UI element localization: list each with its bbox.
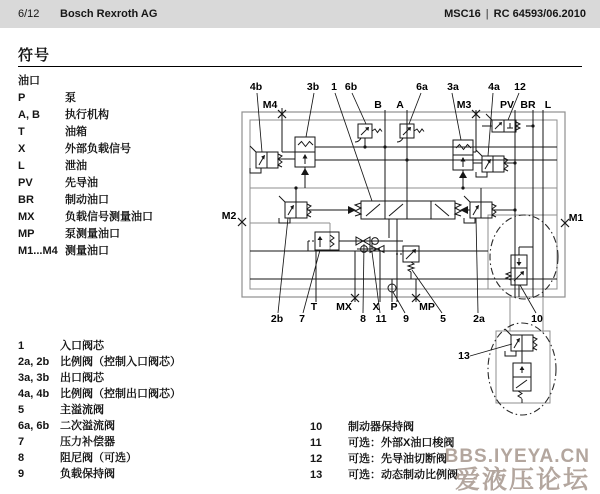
watermark-line2: 爱液压论坛 bbox=[454, 465, 590, 494]
port-row bbox=[18, 192, 153, 209]
diagram-label-4b: 4b bbox=[249, 81, 263, 93]
legend-item-code: 6a, 6b bbox=[18, 420, 50, 432]
valve-1-main-spool bbox=[348, 201, 468, 219]
legend-item bbox=[310, 451, 458, 467]
port-row-desc: 泵 bbox=[65, 92, 76, 104]
header-bar bbox=[0, 0, 600, 28]
doc-number: RC 64593/06.2010 bbox=[493, 8, 586, 20]
port-row bbox=[18, 243, 153, 260]
port-row bbox=[18, 175, 153, 192]
legend-item-desc: 比例阀（控制出口阀芯） bbox=[60, 388, 181, 400]
product-code: MSC16 bbox=[444, 8, 481, 20]
diagram-label-L: L bbox=[544, 99, 552, 111]
port-row-desc: 先导油 bbox=[65, 177, 98, 189]
legend-item-code: 2a, 2b bbox=[18, 356, 50, 368]
valve-3a bbox=[453, 140, 473, 178]
diagram-label-9: 9 bbox=[403, 313, 409, 325]
valve-6b bbox=[355, 124, 382, 142]
diagram-label-13: 13 bbox=[458, 350, 470, 362]
legend-item-desc: 制动器保持阀 bbox=[348, 421, 414, 433]
ports-list bbox=[18, 73, 153, 260]
legend-item bbox=[310, 419, 458, 435]
port-row bbox=[18, 141, 153, 158]
diagram-label-B: B bbox=[374, 99, 382, 111]
legend-item-desc: 入口阀芯 bbox=[60, 340, 104, 352]
port-row-code: T bbox=[18, 126, 25, 138]
port-row-desc: 测量油口 bbox=[65, 245, 109, 257]
port-row-code: M1...M4 bbox=[18, 245, 58, 257]
legend-item bbox=[310, 435, 458, 451]
diagram-label-3a: 3a bbox=[447, 81, 459, 93]
legend-item bbox=[18, 450, 181, 466]
legend-item bbox=[18, 386, 181, 402]
measuring-point-markers bbox=[238, 110, 569, 302]
port-row-desc: 油箱 bbox=[65, 126, 87, 138]
legend-item bbox=[18, 370, 181, 386]
legend-item-desc: 负载保持阀 bbox=[60, 468, 115, 480]
legend-item-code: 13 bbox=[310, 469, 323, 481]
diagram-label-M4: M4 bbox=[262, 99, 278, 111]
legend-item-desc: 比例阀（控制入口阀芯） bbox=[60, 356, 181, 368]
port-row-desc: 执行机构 bbox=[65, 109, 109, 121]
diagram-label-4a: 4a bbox=[488, 81, 500, 93]
legend-right bbox=[310, 419, 458, 483]
port-row bbox=[18, 90, 153, 107]
legend-item-desc: 阻尼阀（可选） bbox=[60, 452, 137, 464]
legend-item-desc: 出口阀芯 bbox=[60, 372, 104, 384]
diagram-label-M2: M2 bbox=[221, 210, 237, 222]
detail-ellipse-10 bbox=[490, 215, 558, 299]
port-row-code: MX bbox=[18, 211, 35, 223]
diagram-label-PV: PV bbox=[499, 99, 515, 111]
diagram-label-MP: MP bbox=[419, 301, 435, 313]
diagram-label-10: 10 bbox=[531, 313, 543, 325]
legend-item-code: 5 bbox=[18, 404, 25, 416]
legend-item-desc: 主溢流阀 bbox=[60, 404, 104, 416]
diagram-label-T: T bbox=[310, 301, 318, 313]
diagram-label-2a: 2a bbox=[473, 313, 485, 325]
port-row-desc: 泵测量油口 bbox=[65, 228, 120, 240]
legend-item bbox=[18, 338, 181, 354]
diagram-labels bbox=[222, 81, 584, 362]
legend-item-desc: 二次溢流阀 bbox=[60, 420, 115, 432]
legend-item-code: 11 bbox=[310, 437, 322, 449]
port-row bbox=[18, 107, 153, 124]
port-row-code: X bbox=[18, 143, 26, 155]
diagram-label-12: 12 bbox=[514, 81, 526, 93]
valve-7-compensator bbox=[308, 232, 339, 251]
watermark-line1: BBS.IYEYA.CN bbox=[444, 445, 590, 467]
company-name: Bosch Rexroth AG bbox=[60, 8, 158, 20]
diagram-label-1: 1 bbox=[331, 81, 337, 93]
port-row-code: MP bbox=[18, 228, 35, 240]
diagram-label-8: 8 bbox=[360, 313, 366, 325]
diagram-label-5: 5 bbox=[440, 313, 446, 325]
port-row-desc: 制动油口 bbox=[65, 194, 109, 206]
page-title: 符号 bbox=[18, 47, 51, 64]
diagram-label-6a: 6a bbox=[416, 81, 428, 93]
diagram-label-11: 11 bbox=[375, 313, 387, 325]
watermark bbox=[445, 447, 590, 493]
port-row-code: A, B bbox=[18, 109, 40, 121]
port-row-code: P bbox=[18, 92, 26, 104]
ports-rows bbox=[18, 90, 153, 260]
diagram-label-2b: 2b bbox=[270, 313, 284, 325]
legend-item bbox=[18, 434, 181, 450]
diagram-label-M3: M3 bbox=[456, 99, 472, 111]
legend-item bbox=[18, 418, 181, 434]
legend-item bbox=[310, 467, 458, 483]
legend-item bbox=[18, 354, 181, 370]
valve-5-main-relief bbox=[396, 246, 419, 272]
diagram-label-3b: 3b bbox=[306, 81, 320, 93]
legend-item-desc: 压力补偿器 bbox=[60, 436, 115, 448]
port-row bbox=[18, 226, 153, 243]
legend-left bbox=[18, 338, 181, 482]
valve-6a bbox=[397, 124, 424, 142]
diagram-label-M1: M1 bbox=[568, 212, 584, 224]
valve-13-pilot bbox=[505, 329, 537, 356]
legend-item-code: 10 bbox=[310, 421, 323, 433]
port-row-code: L bbox=[18, 160, 25, 172]
diagram-label-X: X bbox=[372, 301, 380, 313]
valve-10-brake-holding bbox=[506, 255, 527, 285]
legend-item-code: 4a, 4b bbox=[18, 388, 50, 400]
legend-item-code: 9 bbox=[18, 468, 25, 480]
separator: | bbox=[485, 8, 489, 20]
port-row bbox=[18, 124, 153, 141]
hydraulic-schematic bbox=[220, 72, 600, 420]
page-number: 6/12 bbox=[18, 8, 40, 20]
diagram-label-6b: 6b bbox=[344, 81, 358, 93]
legend-item-code: 1 bbox=[18, 340, 25, 352]
valve-13-brake-proportional bbox=[513, 363, 531, 399]
port-row-desc: 泄油 bbox=[65, 160, 87, 172]
legend-item-desc: 可选：动态制动比例阀 bbox=[348, 469, 458, 481]
title-rule bbox=[18, 66, 582, 67]
diagram-label-7: 7 bbox=[299, 313, 305, 325]
port-row-desc: 外部负载信号 bbox=[65, 143, 131, 155]
port-row-code: BR bbox=[18, 194, 34, 206]
diagram-label-BR: BR bbox=[520, 99, 536, 111]
doc-reference bbox=[444, 8, 586, 20]
legend-item bbox=[18, 466, 181, 482]
diagram-label-A: A bbox=[396, 99, 404, 111]
port-row-code: PV bbox=[18, 177, 33, 189]
legend-item bbox=[18, 402, 181, 418]
legend-item-code: 3a, 3b bbox=[18, 372, 50, 384]
legend-item-desc: 可选：外部X油口梭阀 bbox=[348, 437, 455, 449]
legend-item-code: 12 bbox=[310, 453, 323, 465]
port-row-desc: 负载信号测量油口 bbox=[65, 211, 153, 223]
diagram-label-MX: MX bbox=[336, 301, 352, 313]
legend-item-code: 8 bbox=[18, 452, 25, 464]
valve-2b bbox=[279, 196, 311, 223]
legend-item-code: 7 bbox=[18, 436, 25, 448]
port-row bbox=[18, 209, 153, 226]
valve-3b bbox=[295, 137, 315, 175]
ports-heading: 油口 bbox=[18, 75, 40, 87]
legend-item-desc: 可选：先导油切断阀 bbox=[348, 453, 447, 465]
diagram-label-P: P bbox=[390, 301, 398, 313]
valve-4b bbox=[250, 146, 282, 173]
port-row bbox=[18, 158, 153, 175]
